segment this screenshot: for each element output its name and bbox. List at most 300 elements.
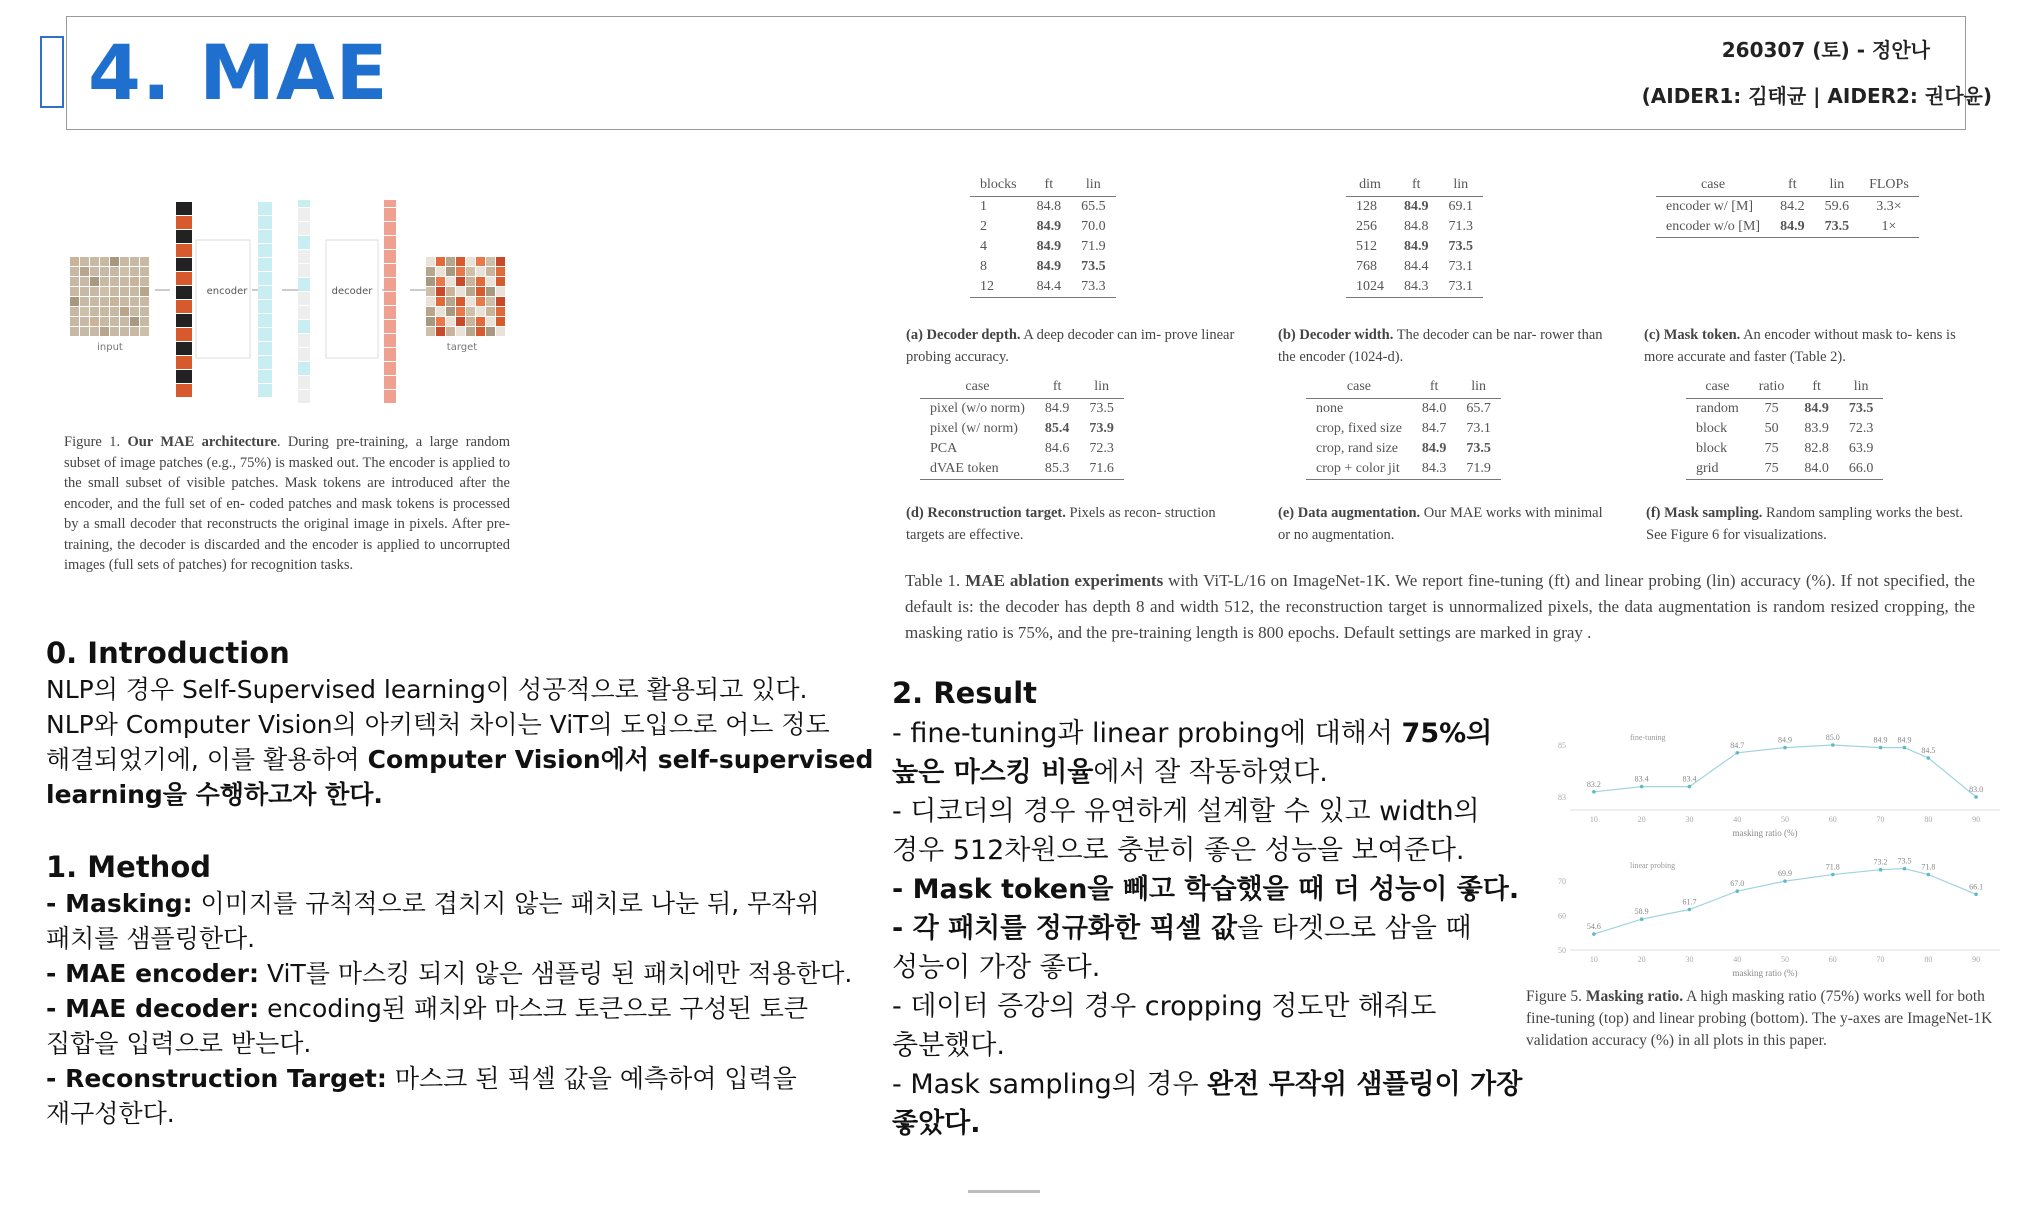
encoded-token (258, 370, 272, 383)
table-cell: crop, fixed size (1316, 421, 1402, 436)
target-patch (446, 257, 455, 266)
input-patch (90, 267, 99, 276)
target-patch (426, 287, 435, 296)
introduction-line (46, 707, 873, 742)
figure1-caption-line: images (full sets of patches) for recognition tasks. (64, 557, 354, 573)
table-cell: 72.3 (1089, 441, 1114, 456)
table-cell: 84.9 (1804, 401, 1829, 416)
result-line (892, 792, 1522, 831)
x-tick-label: 30 (1685, 955, 1694, 964)
input-patch (140, 277, 149, 286)
table-cell: crop + color jit (1306, 459, 1412, 480)
target-patch (486, 317, 495, 326)
data-label: 84.9 (1897, 735, 1912, 745)
input-patch (120, 317, 129, 326)
result-line (892, 714, 1522, 753)
data-label: 73.2 (1873, 857, 1888, 867)
table-cell: 75 (1749, 459, 1795, 480)
table-cell: 73.5 (1448, 239, 1473, 254)
table-header-cell: ft (1770, 176, 1815, 197)
x-tick-label: 40 (1733, 815, 1742, 824)
mae-architecture-figure (60, 200, 520, 420)
decoder-output-token (384, 390, 396, 403)
input-label: input (97, 342, 123, 353)
figure5-caption (1526, 986, 2006, 1052)
decoder-output-token (384, 306, 396, 319)
series-line (1594, 869, 1976, 934)
table-header-cell: case (1656, 176, 1770, 197)
result-line (892, 870, 1522, 909)
introduction-text-segment: NLP의 경우 Self-Supervised learning이 성공적으로 활용되고 있다. (46, 675, 808, 704)
table-header-cell: case (1306, 378, 1412, 399)
result-text-segment: 75%의 (1401, 718, 1493, 749)
method-text-segment: 집합을 입력으로 받는다. (46, 1029, 312, 1058)
table-cell: 65.5 (1081, 199, 1106, 214)
table-cell: 85.3 (1035, 459, 1080, 480)
target-patch (466, 327, 475, 336)
table-row (1686, 399, 1883, 420)
input-patch (130, 287, 139, 296)
input-patch (130, 257, 139, 266)
decoder-output-token (384, 208, 396, 221)
table-cell: 84.9 (1421, 441, 1447, 456)
visible-patches-column (176, 202, 192, 397)
data-point (1783, 879, 1787, 883)
table-cell: 4 (980, 239, 987, 254)
result-body (892, 714, 1522, 1143)
data-point (1592, 932, 1596, 936)
target-patch (426, 267, 435, 276)
input-patch (110, 327, 119, 336)
table-c-caption-label: (c) Mask token. (1644, 327, 1741, 343)
result-title: 2. Result (892, 676, 1037, 710)
table-cell: 73.5 (1815, 217, 1860, 238)
input-patch (130, 277, 139, 286)
target-patch (466, 317, 475, 326)
input-patch (80, 287, 89, 296)
target-patch (436, 267, 445, 276)
visible-patch (176, 230, 192, 243)
input-patch (90, 327, 99, 336)
input-patch (100, 307, 109, 316)
figure1-caption-title: Our MAE architecture (127, 434, 277, 450)
target-patch (476, 277, 485, 286)
input-patch (70, 257, 79, 266)
table-cell: 512 (1356, 239, 1377, 254)
encoded-token (258, 216, 272, 229)
decoder-output-token (384, 200, 396, 207)
table-cell: 84.9 (1044, 401, 1070, 416)
token (298, 376, 310, 389)
encoder-label: encoder (206, 286, 248, 297)
table-cell: 84.6 (1044, 441, 1070, 456)
visible-patch (176, 300, 192, 313)
result-text-segment: 충분했다. (892, 1030, 1005, 1061)
encoded-token (258, 300, 272, 313)
input-patch (90, 317, 99, 326)
fine-tuning-plot (1558, 733, 2000, 838)
x-tick-label: 20 (1637, 815, 1646, 824)
table-c-mask-token (1656, 176, 1919, 238)
table-cell: block (1696, 441, 1728, 456)
data-label: 69.9 (1778, 869, 1792, 879)
result-line (892, 753, 1522, 792)
target-patch (446, 267, 455, 276)
target-patch (456, 267, 465, 276)
table-cell: PCA (930, 441, 958, 456)
result-text-segment: - Mask sampling의 경우 (892, 1069, 1208, 1100)
figure1-caption-line: that reconstructs the original image in pixels. After pre-training, (64, 516, 510, 553)
token (298, 250, 310, 263)
x-tick-label: 80 (1924, 815, 1933, 824)
result-text-segment: 에서 잘 작동하였다. (1093, 757, 1328, 788)
bottom-divider (968, 1190, 1040, 1193)
target-patch (436, 277, 445, 286)
table-row (1346, 257, 1483, 277)
table-row (1686, 419, 1883, 439)
introduction-body (46, 672, 873, 812)
input-patch (140, 257, 149, 266)
token (298, 264, 310, 277)
decoder-output-token (384, 362, 396, 375)
visible-patch (176, 202, 192, 215)
input-patch (120, 277, 129, 286)
token (298, 306, 310, 319)
target-patch (466, 287, 475, 296)
data-label: 71.8 (1921, 862, 1936, 872)
linear-probing-plot (1558, 857, 2000, 978)
table-cell: 71.3 (1448, 219, 1473, 234)
table-b-caption-label: (b) Decoder width. (1278, 327, 1394, 343)
encoded-token (258, 258, 272, 271)
target-patch (446, 297, 455, 306)
target-patch (436, 297, 445, 306)
table-row (970, 237, 1116, 257)
token (298, 292, 310, 305)
target-patch (436, 307, 445, 316)
table-cell: 84.7 (1421, 421, 1447, 436)
data-point (1879, 868, 1883, 872)
plot-series-label: fine-tuning (1630, 733, 1666, 742)
input-patch (110, 297, 119, 306)
table-header-cell: ratio (1749, 378, 1795, 399)
table-cell: 73.9 (1089, 421, 1114, 436)
title-accent-bar (40, 36, 64, 108)
table-header-cell: ft (1412, 378, 1457, 399)
token (298, 362, 310, 375)
input-patch (70, 287, 79, 296)
x-tick-label: 50 (1781, 815, 1789, 824)
decoder-output-token (384, 250, 396, 263)
input-patch (70, 317, 79, 326)
table-header-cell: ft (1035, 378, 1080, 399)
target-patch (426, 257, 435, 266)
input-patch (80, 327, 89, 336)
input-patch (110, 257, 119, 266)
table-cell: 84.3 (1394, 277, 1439, 298)
y-tick-label: 50 (1558, 946, 1566, 955)
table-cell: 1 (980, 199, 987, 214)
decoder-output-token (384, 334, 396, 347)
input-patch (90, 277, 99, 286)
data-point (1640, 785, 1644, 789)
target-patch (446, 277, 455, 286)
target-patch (496, 257, 505, 266)
result-line (892, 948, 1522, 987)
input-patch (110, 277, 119, 286)
data-label: 66.1 (1969, 882, 1984, 892)
input-patch (80, 297, 89, 306)
method-line (46, 1096, 852, 1131)
x-tick-label: 10 (1589, 815, 1598, 824)
introduction-line (46, 672, 873, 707)
aiders: (AIDER1: 김태균 | AIDER2: 권다윤) (1641, 84, 1992, 108)
table-cell: 84.2 (1780, 199, 1805, 214)
table-cell: block (1696, 421, 1728, 436)
target-patch (456, 277, 465, 286)
table-d-caption (906, 502, 1236, 546)
result-text-segment: 을 타겟으로 삼을 때 (1237, 913, 1472, 944)
token (298, 320, 310, 333)
input-patch (70, 267, 79, 276)
table-cell: 1024 (1346, 277, 1394, 298)
target-patch (466, 267, 475, 276)
input-patch (100, 267, 109, 276)
target-patch (486, 267, 495, 276)
table-row (1346, 277, 1483, 298)
input-patch (140, 267, 149, 276)
target-patch (446, 307, 455, 316)
visible-patch (176, 244, 192, 257)
table-b-decoder-width (1346, 176, 1483, 298)
plot-series-label: linear probing (1630, 861, 1676, 870)
x-tick-label: 10 (1589, 955, 1598, 964)
data-label: 84.7 (1730, 740, 1745, 750)
input-patch (120, 297, 129, 306)
target-patch (486, 277, 495, 286)
table-e-data-augmentation (1306, 378, 1501, 480)
data-label: 71.8 (1825, 862, 1840, 872)
encoded-token (258, 342, 272, 355)
method-line (46, 886, 852, 921)
target-patch (446, 317, 455, 326)
target-patch (476, 267, 485, 276)
method-line (46, 1061, 852, 1096)
target-patch (466, 297, 475, 306)
result-text-segment: - 각 패치를 정규화한 픽셀 값 (892, 913, 1238, 944)
figure1-caption (64, 432, 510, 576)
introduction-text-segment: 해결되었기에, 이를 활용하여 (46, 745, 368, 774)
table-c-caption (1644, 324, 1974, 368)
table-header-cell: lin (1439, 176, 1484, 197)
table-header-cell: dim (1346, 176, 1394, 197)
decoder-output-token (384, 222, 396, 235)
table-a-caption (906, 324, 1236, 368)
table-row (920, 459, 1124, 480)
input-patch (70, 307, 79, 316)
figure5-caption-label: Figure 5. (1526, 988, 1582, 1005)
result-line (892, 909, 1522, 948)
data-label: 85.0 (1825, 733, 1840, 742)
data-label: 54.6 (1586, 922, 1601, 932)
input-patch (110, 317, 119, 326)
table-f-caption (1646, 502, 1976, 546)
data-point (1927, 756, 1931, 760)
table-cell: 75 (1764, 441, 1779, 456)
table-cell: 73.5 (1081, 259, 1106, 274)
method-line (46, 956, 852, 991)
table-a-caption-label: (a) Decoder depth. (906, 327, 1021, 343)
decoder-block (326, 240, 378, 358)
target-patch (436, 317, 445, 326)
y-tick-label: 83 (1558, 793, 1566, 802)
table-cell: 84.9 (1036, 219, 1062, 234)
encoded-token (258, 202, 272, 215)
x-axis-label: masking ratio (%) (1732, 828, 1798, 838)
table-cell: 69.1 (1448, 199, 1473, 214)
method-text-segment: - MAE encoder: (46, 959, 260, 988)
data-label: 83.0 (1969, 785, 1984, 794)
table-cell: 84.4 (1404, 259, 1429, 274)
table-cell: 84.9 (1036, 259, 1062, 274)
table-row (970, 217, 1116, 237)
visible-patch (176, 258, 192, 271)
visible-patch (176, 216, 192, 229)
data-point (1879, 746, 1883, 750)
input-patch (100, 297, 109, 306)
input-patch (100, 287, 109, 296)
target-patch (486, 287, 495, 296)
method-text-segment: - MAE decoder: (46, 994, 260, 1023)
input-patch (130, 327, 139, 336)
table-cell: 85.4 (1044, 421, 1070, 436)
data-label: 83.2 (1586, 779, 1601, 789)
token (298, 334, 310, 347)
table-row (1346, 197, 1483, 218)
encoded-token (258, 384, 272, 397)
table-row (1656, 197, 1919, 218)
introduction-line (46, 777, 873, 812)
input-patch (110, 287, 119, 296)
table-cell: 2 (980, 219, 987, 234)
visible-patch (176, 314, 192, 327)
table-cell: 75 (1764, 401, 1779, 416)
method-text-segment: ViT를 마스킹 되지 않은 샘플링 된 패치에만 적용한다. (259, 959, 853, 988)
table-header-cell: ft (1394, 176, 1439, 197)
table-cell: pixel (w/o norm) (930, 401, 1025, 416)
data-label: 83.4 (1682, 774, 1697, 784)
table-cell: 59.6 (1824, 199, 1850, 214)
target-patch (456, 257, 465, 266)
table-cell: grid (1686, 459, 1749, 480)
input-patch (140, 327, 149, 336)
table-row (1656, 217, 1919, 238)
table-row (920, 439, 1124, 459)
target-patch (496, 287, 505, 296)
decoder-output-token (384, 348, 396, 361)
target-patch (456, 297, 465, 306)
input-patch (110, 267, 119, 276)
decoder-label: decoder (331, 286, 373, 297)
x-axis-label: masking ratio (%) (1732, 968, 1798, 978)
target-patch (476, 297, 485, 306)
data-point (1974, 892, 1978, 896)
data-point (1735, 889, 1739, 893)
token (298, 348, 310, 361)
figure1-caption-line: coded patches and mask tokens is processed by a small decoder (64, 495, 511, 532)
y-tick-label: 70 (1558, 876, 1566, 886)
table-cell: 256 (1356, 219, 1377, 234)
method-text-segment: 이미지를 규칙적으로 겹치지 않는 패치로 나눈 뒤, 무작위 (192, 889, 820, 918)
result-line (892, 1026, 1522, 1065)
encoded-token (258, 314, 272, 327)
target-patch (486, 297, 495, 306)
method-text-segment: encoding된 패치와 마스크 토큰으로 구성된 토큰 (259, 994, 809, 1023)
table-e-caption-text: Our MAE works with minimal or no augmentation. (1278, 505, 1603, 543)
table-cell: 63.9 (1848, 441, 1874, 456)
table-cell: 84.9 (1770, 217, 1815, 238)
data-point (1831, 743, 1835, 747)
table-row (1306, 399, 1501, 420)
x-tick-label: 20 (1637, 955, 1646, 964)
introduction-title: 0. Introduction (46, 636, 290, 670)
target-patch (476, 257, 485, 266)
table-cell: 65.7 (1466, 401, 1491, 416)
data-point (1974, 795, 1978, 799)
table-d-caption-text: Pixels as recon- struction targets are effective. (906, 505, 1216, 543)
table-d-reconstruction-target (920, 378, 1124, 480)
encoded-token (258, 356, 272, 369)
table-row (1686, 439, 1883, 459)
input-patch (120, 307, 129, 316)
input-patch (80, 257, 89, 266)
table-cell: 8 (980, 259, 987, 274)
result-text-segment: 완전 무작위 샘플링이 가장 (1207, 1069, 1523, 1100)
decoder-output-token (384, 278, 396, 291)
table1-caption-text: with ViT-L/16 on ImageNet-1K. We report fine-tuning (ft) and linear probing (lin) accuracy (%). If not specified, the default is: the decoder has depth 8 and width 512, the reconstruction target is unnormalized pixels, the data augmentation is random resized cropping, the masking ratio is 75%, and the pre-training length is 800 epochs. Default settings are marked in gray . (905, 571, 1975, 642)
visible-patch (176, 342, 192, 355)
table-cell: encoder w/o [M] (1656, 217, 1770, 238)
target-patch (436, 327, 445, 336)
introduction-line (46, 742, 873, 777)
target-patch (426, 277, 435, 286)
result-text-segment: 경우 512차원으로 충분히 좋은 성능을 보여준다. (892, 835, 1465, 866)
visible-patch (176, 384, 192, 397)
x-tick-label: 70 (1876, 955, 1885, 964)
input-patch (70, 277, 79, 286)
decoder-output-token (384, 320, 396, 333)
visible-patch (176, 286, 192, 299)
table-row (970, 257, 1116, 277)
target-patch (456, 327, 465, 336)
series-line (1594, 745, 1976, 797)
encoded-token (258, 328, 272, 341)
table-cell: pixel (w/ norm) (930, 421, 1018, 436)
input-patch (100, 327, 109, 336)
method-line (46, 1026, 852, 1061)
input-patch (120, 257, 129, 266)
decoder-output-token (384, 264, 396, 277)
target-patch (456, 307, 465, 316)
input-patch (110, 307, 119, 316)
table-header-cell: lin (1839, 378, 1884, 399)
table-header-cell: FLOPs (1859, 176, 1919, 197)
result-text-segment: - fine-tuning과 linear probing에 대해서 (892, 718, 1402, 749)
table-cell: encoder w/ [M] (1666, 199, 1754, 214)
table-row (970, 197, 1116, 218)
table-cell: 84.0 (1794, 459, 1839, 480)
method-text-segment: - Reconstruction Target: (46, 1064, 387, 1093)
